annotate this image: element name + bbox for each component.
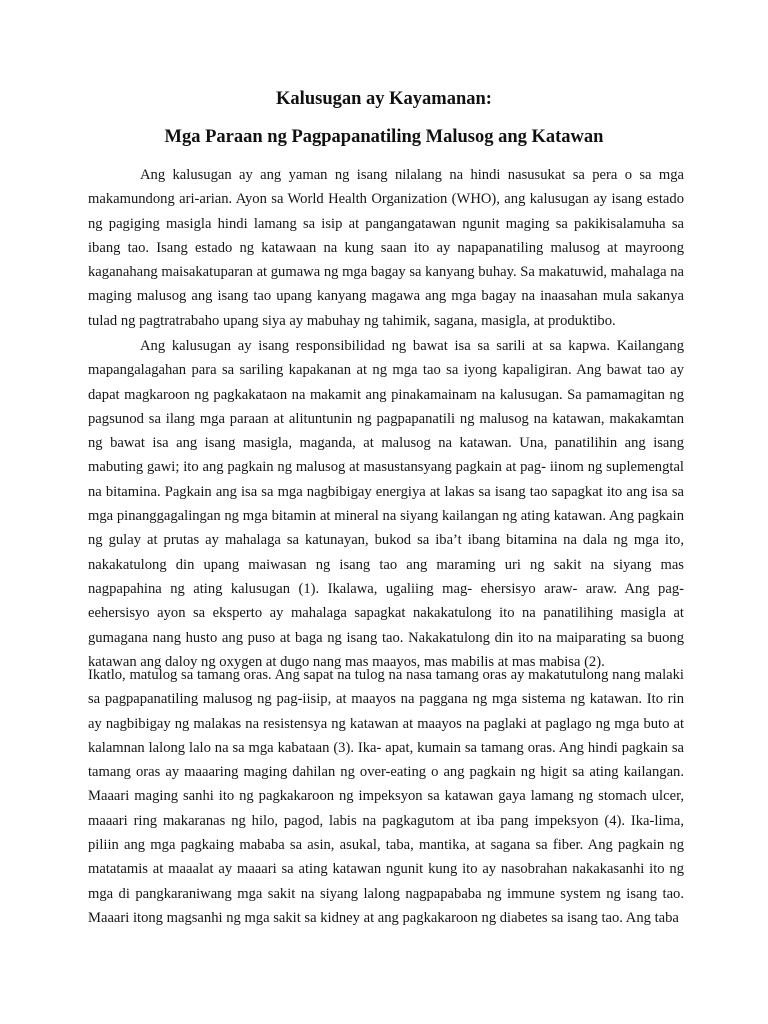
body-paragraph-2: Ang kalusugan ay isang responsibilidad ng bawat isa sa sarili at sa kapwa. Kailangang mapangalagahan para sa sariling kapakanan at ng mga tao sa iyong kapaligiran. Ang bawat tao ay dapat magkaroon ng pagkakataon na makamit ang pinakamainam na kalusugan. Sa pamamagitan ng pagsunod sa ilang mga paraan at alituntunin ng pagpapanatili ng malusog na katawan, makakamtan ng bawat isa ang isang masigla, maganda, at malusog na katawan. Una, panatilihin ang isang mabuting gawi; ito ang pagkain ng malusog at masustansyang pagkain at pag- iinom ng suplemengtal na bitamina. Pagkain ang isa sa mga nagbibigay energiya at lakas sa isang tao sapagkat ito ang isa sa mga pinanggagalingan ng mga bitamin at mineral na siyang kailangan ng ating katawan. Ang pagkain ng gulay at prutas ay mahalaga sa katunayan, bukod sa iba’t ibang bitamina na dala ng mga ito, nakakatulong din upang maiwasan ng isang tao ang maraming uri ng sakit na siyang mas nagpapahina ng ating kalusugan (1). Ikalawa, ugaliing mag- ehersisyo araw- araw. Ang pag-eehersisyo ayon sa eksperto ay mahalaga sapagkat nakakatulong ito na panatilihing masigla at gumagana nang husto ang puso at baga ng isang tao. Nakakatulong din ito na maiparating sa buong katawan ang daloy ng oxygen at dugo nang mas maayos, mas mabilis at mas mabisa (2). [88, 338, 684, 670]
body-paragraph-1: Ang kalusugan ay ang yaman ng isang nilalang na hindi nasusukat sa pera o sa mga makamundong ari-arian. Ayon sa World Health Organization (WHO), ang kalusugan ay isang estado ng pagiging masigla hindi lamang sa isip at pangangatawan ngunit maging sa pakikisalamuha sa ibang tao. Isang estado ng katawaan na kung saan ito ay napapanatiling malusog at mayroong kaganahang maisakatuparan at gumawa ng mga bagay sa kanyang buhay. Sa makatuwid, mahalaga na maging malusog ang isang tao upang kanyang magawa ang mga bagay na inaasahan mula sakanya tulad ng pagtratrabaho upang siya ay mabuhay ng tahimik, sagana, masigla, at produktibo. [88, 167, 684, 329]
body-paragraph-3: Ikatlo, matulog sa tamang oras. Ang sapat na tulog na nasa tamang oras ay makatutulong nang malaki sa pagpapanatiling malusog ng pag-iisip, at maayos na paggana ng mga sistema ng katawan. Ito rin ay nagbibigay ng malakas na resistensya ng katawan at maayos na paglaki at paglago ng mga buto at kalamnan lalong lalo na sa mga kabataan (3). Ika- apat, kumain sa tamang oras. Ang hindi pagkain sa tamang oras ay maaaring maging dahilan ng over-eating o ang pagkain ng higit sa ating kailangan. Maaari maging sanhi ito ng pagkakaroon ng impeksyon sa katawan gaya lamang ng stomach ulcer, maaari ring makaranas ng hilo, pagod, labis na pagkagutom at iba pang impeksyon (4). Ika-lima, piliin ang mga pagkaing mababa sa asin, asukal, taba, mantika, at sagana sa fiber. Ang pagkain ng matatamis at maaalat ay maaari sa ating katawan ngunit kung ito ay nasobrahan nakakasanhi ito ng mga di pangkaraniwang mga sakit na siyang lalong nagpapababa ng immune system ng isang tao. Maaari itong magsanhi ng mga sakit sa kidney at ang pagkakaroon ng diabetes sa isang tao. Ang taba [88, 667, 684, 926]
page-title: Kalusugan ay Kayamanan: [276, 89, 492, 109]
page-subtitle: Mga Paraan ng Pagpapanatiling Malusog ang Katawan [164, 127, 604, 147]
